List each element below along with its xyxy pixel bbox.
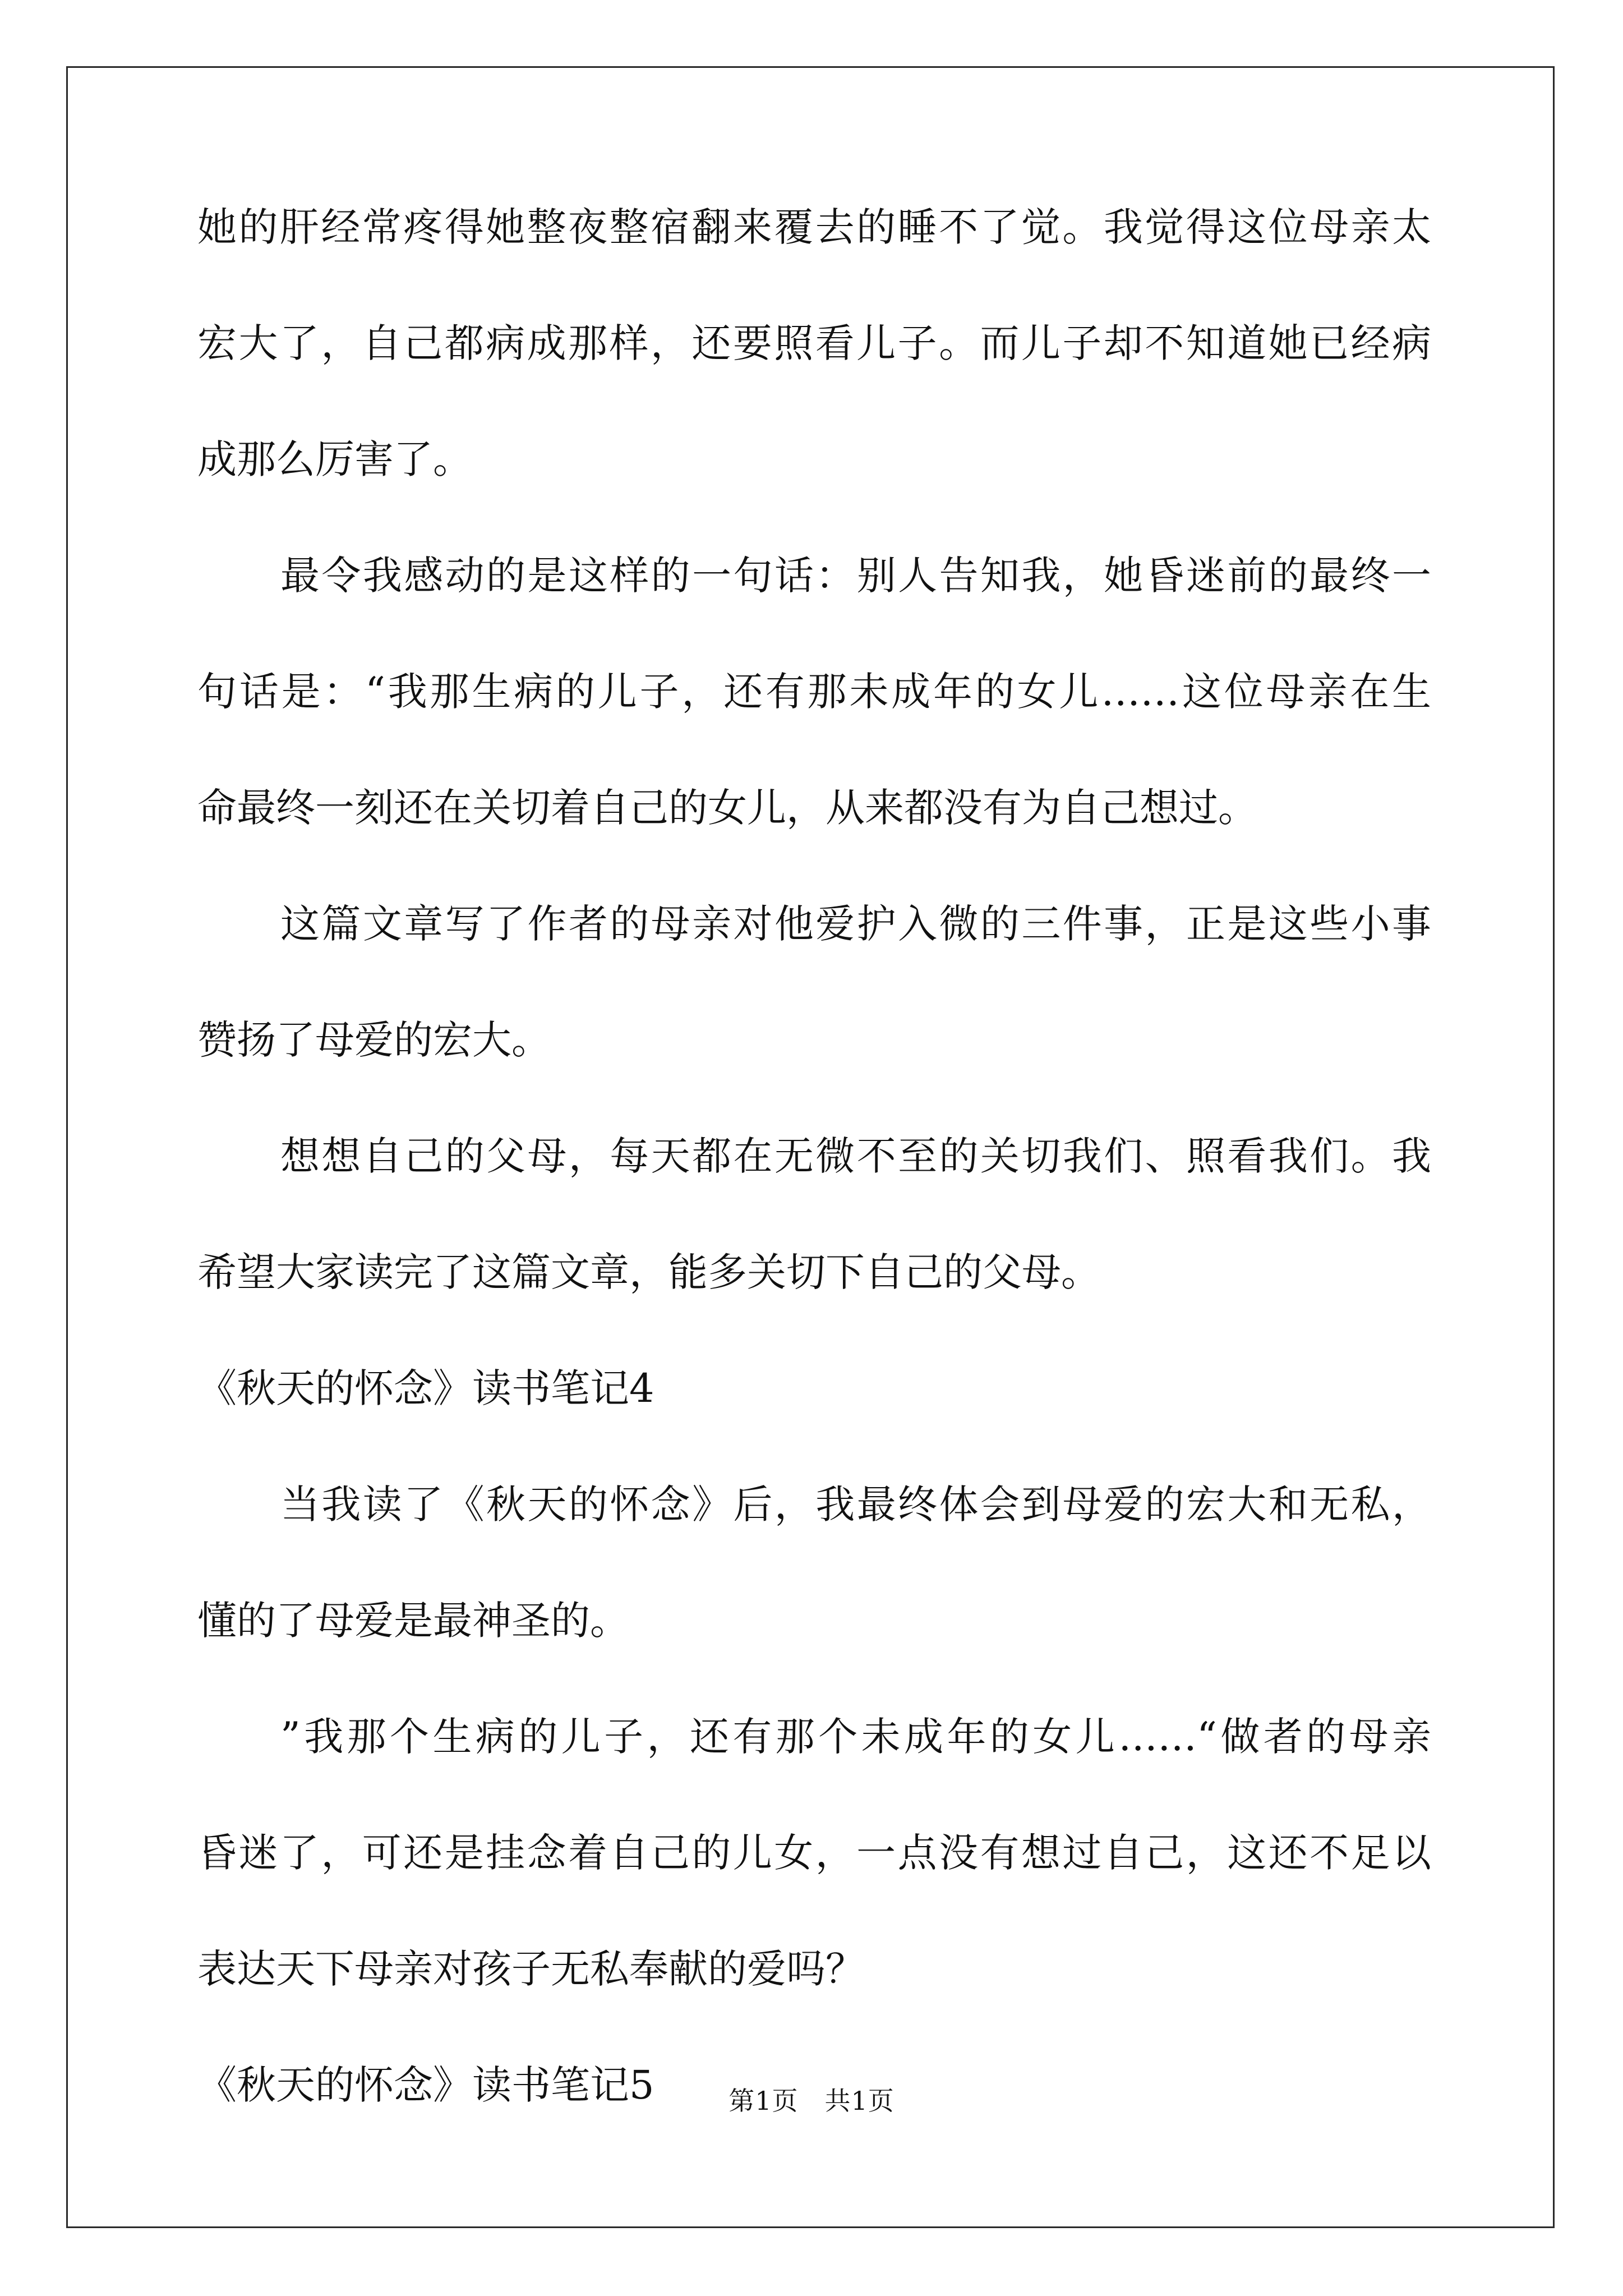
section-heading: 《秋天的怀念》读书笔记5 [197, 2062, 654, 2108]
paragraph-line: 赞扬了母爱的宏大。 [197, 1017, 551, 1063]
paragraph-line: 她的肝经常疼得她整夜整宿翻来覆去的睡不了觉。我觉得这位母亲太 [197, 204, 1431, 250]
paragraph-line: 命最终一刻还在关切着自己的女儿，从来都没有为自己想过。 [197, 785, 1257, 831]
paragraph-line: 宏大了，自己都病成那样，还要照看儿子。而儿子却不知道她已经病 [197, 320, 1431, 366]
paragraph-line: 懂的了母爱是最神圣的。 [197, 1598, 629, 1644]
paragraph-line: 句话是：“我那生病的儿子，还有那未成年的女儿……这位母亲在生 [197, 669, 1431, 715]
section-heading: 《秋天的怀念》读书笔记4 [197, 1365, 654, 1411]
paragraph-line: 这篇文章写了作者的母亲对他爱护入微的三件事，正是这些小事 [280, 901, 1431, 947]
page-number-footer: 第1页 共1页 [728, 2086, 895, 2116]
paragraph-line: 昏迷了，可还是挂念着自己的儿女，一点没有想过自己，这还不足以 [197, 1830, 1431, 1876]
paragraph-line: 想想自己的父母，每天都在无微不至的关切我们、照看我们。我 [280, 1133, 1431, 1179]
paragraph-line: 成那么厉害了。 [197, 436, 472, 482]
paragraph-line: 表达天下母亲对孩子无私奉献的爱吗？ [197, 1946, 865, 1992]
paragraph-line: ”我那个生病的儿子，还有那个未成年的女儿……“做者的母亲 [280, 1714, 1431, 1760]
paragraph-line: 希望大家读完了这篇文章，能多关切下自己的父母。 [197, 1249, 1100, 1295]
paragraph-line: 最令我感动的是这样的一句话：别人告知我，她昏迷前的最终一 [280, 553, 1431, 599]
paragraph-line: 当我读了《秋天的怀念》后，我最终体会到母爱的宏大和无私， [280, 1481, 1431, 1527]
